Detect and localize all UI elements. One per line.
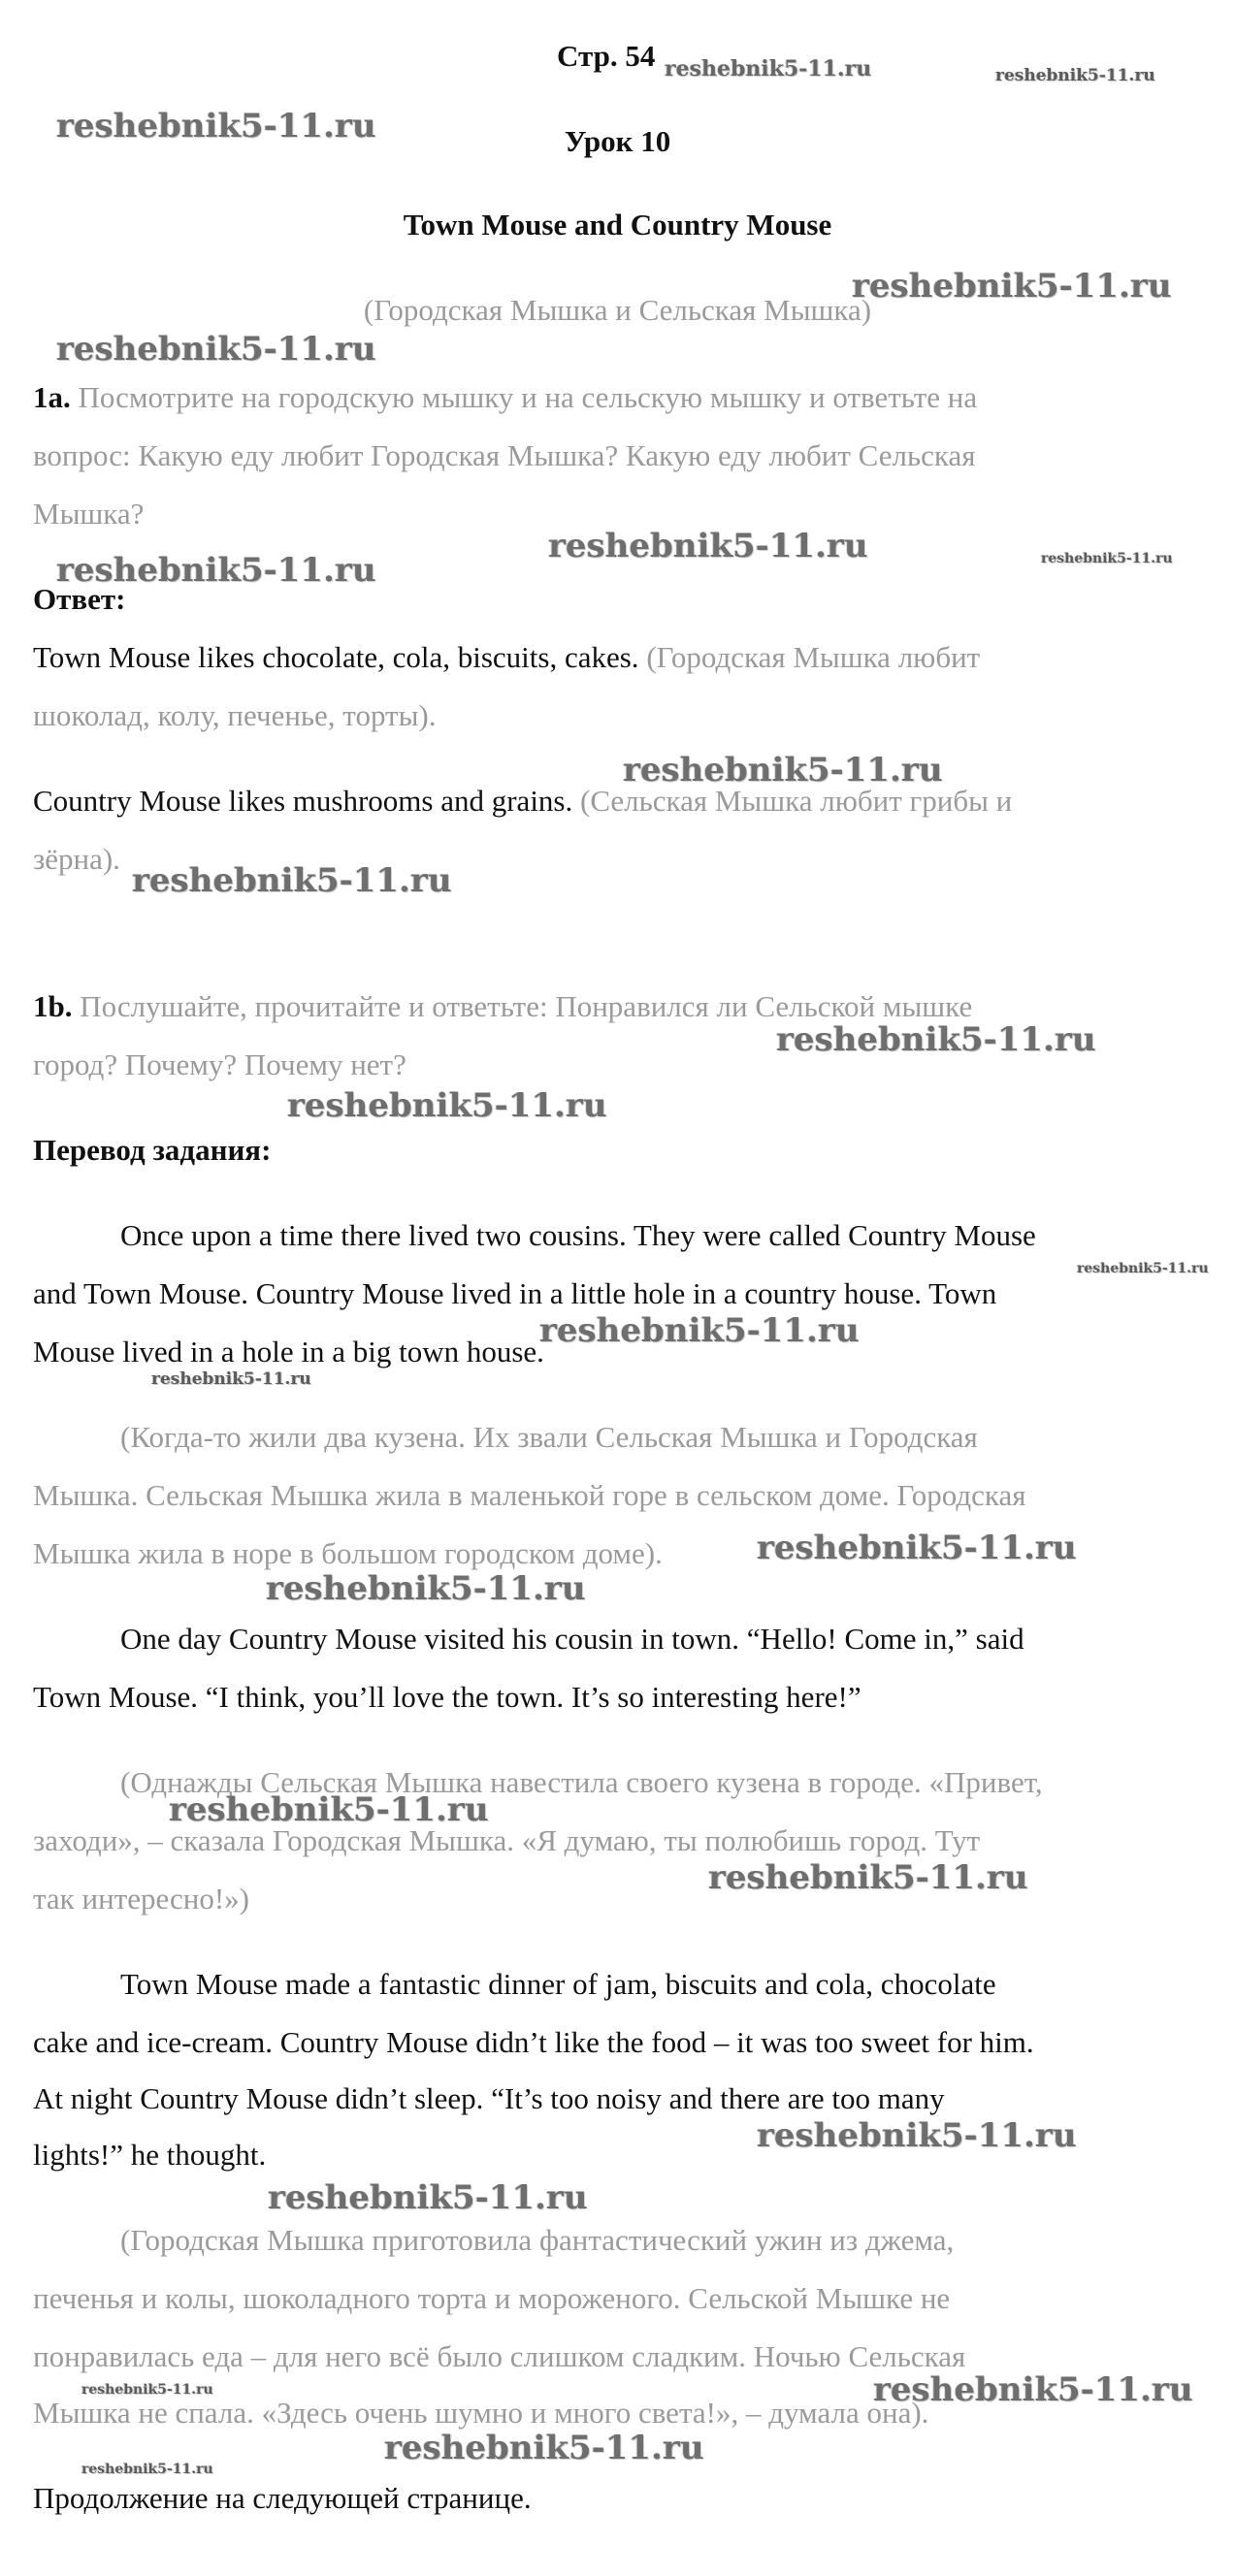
watermark: reshebnik5-11.ru: [81, 2382, 213, 2398]
p1-ru-line1: (Когда-то жили два кузена. Их звали Сельская Мышка и Городская: [120, 1420, 978, 1454]
p3-ru-line1: (Городская Мышка приготовила фантастический ужин из джема,: [120, 2223, 955, 2257]
lesson-title: Урок 10: [564, 124, 671, 158]
watermark: reshebnik5-11.ru: [1077, 1261, 1209, 1276]
watermark: reshebnik5-11.ru: [151, 1369, 311, 1389]
watermark: reshebnik5-11.ru: [56, 551, 376, 590]
watermark: reshebnik5-11.ru: [776, 1020, 1096, 1059]
watermark: reshebnik5-11.ru: [623, 751, 943, 789]
watermark: reshebnik5-11.ru: [757, 1529, 1077, 1567]
answer-label: Ответ:: [33, 582, 126, 616]
watermark: reshebnik5-11.ru: [873, 2370, 1193, 2409]
watermark: reshebnik5-11.ru: [56, 107, 376, 145]
p3-en-line4: lights!” he thought.: [33, 2138, 267, 2172]
translation-label: Перевод задания:: [33, 1133, 272, 1167]
story-subtitle: (Городская Мышка и Сельская Мышка): [363, 293, 872, 327]
p1-en-line2: and Town Mouse. Country Mouse lived in a little hole in a country house. Town: [33, 1276, 997, 1310]
watermark: reshebnik5-11.ru: [81, 2462, 213, 2477]
watermark: reshebnik5-11.ru: [132, 861, 452, 900]
task-1a-line2: вопрос: Какую еду любит Городская Мышка? Какую еду любит Сельская: [33, 438, 976, 472]
p3-ru-line2: печенья и колы, шоколадного торта и мороженого. Сельской Мышке не: [33, 2281, 951, 2315]
watermark: reshebnik5-11.ru: [852, 267, 1172, 306]
watermark: reshebnik5-11.ru: [268, 2178, 588, 2217]
p1-ru-line3: Мышка жила в норе в большом городском доме).: [33, 1536, 663, 1570]
p1-ru-line2: Мышка. Сельская Мышка жила в маленькой горе в сельском доме. Городская: [33, 1478, 1026, 1512]
p3-ru-line4: Мышка не спала. «Здесь очень шумно и много света!», – думала она).: [33, 2396, 929, 2430]
p1-en-line1: Once upon a time there lived two cousins. They were called Country Mouse: [120, 1218, 1036, 1252]
p1-en-line3: Mouse lived in a hole in a big town house.: [33, 1335, 544, 1368]
answer-town-line2: шоколад, колу, печенье, торты).: [33, 698, 437, 732]
watermark: reshebnik5-11.ru: [1041, 551, 1173, 566]
answer-town-line1: Town Mouse likes chocolate, cola, biscuits, cakes. (Городская Мышка любит: [33, 640, 981, 674]
story-title: Town Mouse and Country Mouse: [403, 208, 832, 242]
task-1b-line1: 1b. Послушайте, прочитайте и ответьте: Понравился ли Сельской мышке: [33, 989, 973, 1023]
watermark: reshebnik5-11.ru: [995, 66, 1155, 85]
watermark: reshebnik5-11.ru: [287, 1086, 607, 1125]
watermark: reshebnik5-11.ru: [266, 1569, 586, 1608]
answer-country-line1: Country Mouse likes mushrooms and grains. (Сельская Мышка любит грибы и: [33, 784, 1013, 818]
watermark: reshebnik5-11.ru: [665, 56, 872, 81]
watermark: reshebnik5-11.ru: [757, 2116, 1077, 2155]
task-1b-line2: город? Почему? Почему нет?: [33, 1047, 406, 1081]
answer-country-line2: зёрна).: [33, 842, 120, 876]
task-1a-line3: Мышка?: [33, 497, 145, 531]
watermark: reshebnik5-11.ru: [708, 1858, 1028, 1897]
watermark: reshebnik5-11.ru: [384, 2429, 704, 2467]
task-1a-line1: 1a. Посмотрите на городскую мышку и на сельскую мышку и ответьте на: [33, 380, 978, 414]
p3-en-line3: At night Country Mouse didn’t sleep. “It’s too noisy and there are too many: [33, 2081, 945, 2115]
p2-en-line1: One day Country Mouse visited his cousin in town. “Hello! Come in,” said: [120, 1622, 1024, 1656]
watermark: reshebnik5-11.ru: [548, 527, 868, 565]
continued-note: Продолжение на следующей странице.: [33, 2481, 532, 2515]
watermark: reshebnik5-11.ru: [169, 1790, 489, 1829]
p3-en-line2: cake and ice-cream. Country Mouse didn’t like the food – it was too sweet for him.: [33, 2025, 1034, 2059]
p3-ru-line3: понравилась еда – для него всё было слишком сладким. Ночью Сельская: [33, 2339, 966, 2373]
p2-ru-line3: так интересно!»): [33, 1882, 250, 1916]
p2-en-line2: Town Mouse. “I think, you’ll love the town. It’s so interesting here!”: [33, 1680, 861, 1714]
watermark: reshebnik5-11.ru: [56, 330, 376, 369]
p2-ru-line2: заходи», – сказала Городская Мышка. «Я думаю, ты полюбишь город. Тут: [33, 1823, 981, 1857]
task-1b-number: 1b.: [33, 989, 73, 1023]
task-1a-number: 1a.: [33, 380, 71, 414]
page-label: Стр. 54: [557, 39, 656, 73]
p3-en-line1: Town Mouse made a fantastic dinner of jam, biscuits and cola, chocolate: [120, 1967, 996, 2001]
watermark: reshebnik5-11.ru: [539, 1311, 860, 1350]
p2-ru-line1: (Однажды Сельская Мышка навестила своего кузена в городе. «Привет,: [120, 1765, 1043, 1799]
